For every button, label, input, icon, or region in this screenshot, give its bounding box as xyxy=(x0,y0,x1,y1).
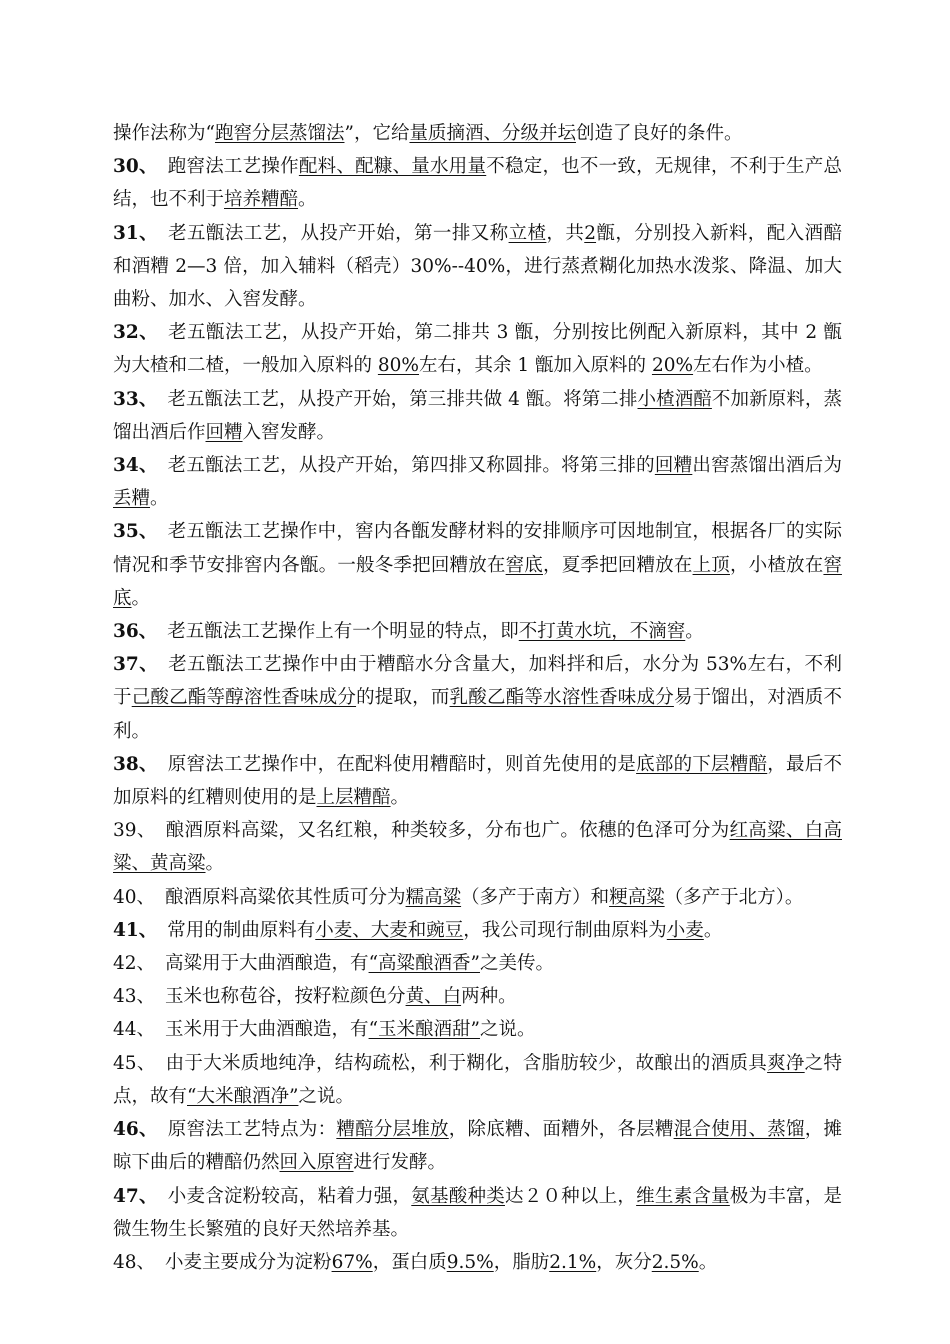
answer-blank: 混合使用、蒸馏 xyxy=(673,1119,805,1141)
question-text: 进行发酵。 xyxy=(353,1152,447,1174)
question-number: 42、 xyxy=(113,953,156,975)
question-text: 小麦主要成分为淀粉 xyxy=(165,1251,332,1273)
answer-blank: “大米酿酒净” xyxy=(187,1085,299,1107)
question-number: 35、 xyxy=(113,521,158,543)
question-text: 由于大米质地纯净，结构疏松，利于糊化，含脂肪较少，故酿出的酒质具 xyxy=(165,1052,768,1074)
question-text: 酿酒原料高粱依其性质可分为 xyxy=(165,886,406,908)
question-paragraph xyxy=(113,316,842,382)
question-text: 入窖发酵。 xyxy=(242,421,336,443)
question-paragraph xyxy=(113,1013,842,1046)
question-paragraph xyxy=(113,648,842,748)
question-text: 不稳定，也不一致，无规律，不利于生产总结，也不利于 xyxy=(113,156,842,211)
answer-blank: 配料、配糠、量水用量 xyxy=(298,156,487,178)
question-number: 33、 xyxy=(113,388,158,410)
question-text: ，蛋白质 xyxy=(372,1251,447,1273)
question-number: 48、 xyxy=(113,1251,156,1273)
answer-blank: 小麦、大麦和豌豆 xyxy=(315,919,464,941)
question-text: 老五甑法工艺，从投产开始，第二排共 3 甑，分别按比例配入新原料，其中 2 甑为大楂和二楂，一般加入原料的 xyxy=(113,322,842,377)
question-paragraph xyxy=(113,515,842,615)
answer-blank: 红高粱、白高粱、黄高粱 xyxy=(113,820,842,875)
question-text: 创造了良好的条件。 xyxy=(575,123,743,144)
question-text: （多产于北方）。 xyxy=(664,886,804,908)
question-number: 44、 xyxy=(113,1019,156,1041)
question-text: （多产于南方）和 xyxy=(461,886,610,908)
question-number: 32、 xyxy=(113,322,159,344)
question-text: 达２０种以上， xyxy=(504,1185,637,1207)
answer-blank: 不打黄水坑，不滴窖 xyxy=(518,621,686,643)
question-text: ，夏季把回糟放在 xyxy=(543,554,693,576)
question-text: 之说。 xyxy=(298,1085,354,1107)
question-number: 40、 xyxy=(113,886,156,908)
question-number: 30、 xyxy=(113,156,158,178)
answer-blank: 黄、白 xyxy=(405,986,462,1008)
question-paragraph xyxy=(113,1180,842,1246)
question-text: 。 xyxy=(685,621,704,643)
question-text: 老五甑法工艺，从投产开始，第四排又称圆排。将第三排的 xyxy=(167,455,655,477)
question-text: 的提取，而 xyxy=(356,687,450,709)
question-number: 47、 xyxy=(113,1185,158,1207)
answer-blank: 2 xyxy=(584,222,597,244)
question-text: 之美传。 xyxy=(479,953,554,975)
question-text: 跑窖法工艺操作 xyxy=(167,156,299,178)
question-paragraph xyxy=(113,150,842,216)
question-text: ，共 xyxy=(546,222,585,244)
answer-blank: 糟醅分层堆放 xyxy=(336,1119,449,1141)
answer-blank: 己酸乙酯等醇溶性香味成分 xyxy=(131,687,357,709)
question-paragraph xyxy=(113,881,842,914)
answer-blank: 小楂酒醅 xyxy=(637,388,712,410)
question-paragraph xyxy=(113,1113,842,1179)
question-number: 36、 xyxy=(113,621,158,643)
question-text: 玉米也称苞谷，按籽粒颜色分 xyxy=(165,986,406,1008)
question-number: 34、 xyxy=(113,455,158,477)
answer-blank: 回入原窖 xyxy=(279,1152,354,1174)
question-text: 之特点，故有 xyxy=(113,1052,842,1107)
question-text: 出窖蒸馏出酒后为 xyxy=(692,455,842,477)
question-text: 易于馏出，对酒质不利。 xyxy=(113,687,842,742)
question-text: 。 xyxy=(390,787,410,809)
answer-blank: 氨基酸种类 xyxy=(411,1185,505,1207)
answer-blank: 2.1% xyxy=(549,1251,597,1273)
question-number: 43、 xyxy=(113,986,156,1008)
question-text: 极为丰富，是微生物生长繁殖的良好天然培养基。 xyxy=(113,1185,842,1240)
question-text: 原窖法工艺操作中，在配料使用糟醅时，则首先使用的是 xyxy=(167,753,637,775)
question-number: 38、 xyxy=(113,753,158,775)
question-text: 甑，分别投入新料，配入酒醅和酒糟 2—3 倍，加入辅料（稻壳）30%--40%，进行蒸煮糊化加热水泼浆、降温、加大曲粉、加水、入窖发酵。 xyxy=(113,222,842,311)
question-paragraph xyxy=(113,748,842,814)
answer-blank: 底部的下层糟醅 xyxy=(636,753,768,775)
question-text: ，小楂放在 xyxy=(729,554,824,576)
question-text: 。 xyxy=(698,1251,718,1273)
question-number: 45、 xyxy=(113,1052,156,1074)
question-paragraph xyxy=(113,1047,842,1113)
question-number: 46、 xyxy=(113,1119,158,1141)
question-text: 。 xyxy=(703,919,723,941)
answer-blank: 粳高粱 xyxy=(609,886,665,908)
question-text: 老五甑法工艺操作上有一个明显的特点，即 xyxy=(167,621,519,643)
answer-blank: “玉米酿酒甜” xyxy=(368,1019,480,1041)
question-text: 玉米用于大曲酒酿造，有 xyxy=(165,1019,369,1041)
question-paragraph xyxy=(113,814,842,880)
answer-blank: 20% xyxy=(651,355,694,377)
question-paragraph xyxy=(113,117,842,150)
question-paragraph xyxy=(113,914,842,947)
question-text: ”，它给 xyxy=(344,123,410,144)
question-text: 老五甑法工艺操作中由于糟醅水分含量大，加料拌和后，水分为 53%左右，不利于 xyxy=(113,654,842,709)
answer-blank: 窖底 xyxy=(505,554,543,576)
answer-blank: 丢糟 xyxy=(113,488,151,510)
question-paragraph xyxy=(113,1246,842,1279)
question-text: ，脂肪 xyxy=(493,1251,550,1273)
question-paragraph xyxy=(113,383,842,449)
question-number: 31、 xyxy=(113,222,159,244)
answer-blank: 9.5% xyxy=(446,1251,494,1273)
question-text: 高粱用于大曲酒酿造，有 xyxy=(165,953,369,975)
answer-blank: 小麦 xyxy=(666,919,704,941)
answer-blank: 维生素含量 xyxy=(636,1185,730,1207)
question-text: ，最后不加原料的红糟则使用的是 xyxy=(113,753,842,809)
question-text: ，我公司现行制曲原料为 xyxy=(463,919,667,941)
answer-blank: 爽净 xyxy=(767,1052,805,1074)
answer-blank: 回糟 xyxy=(205,421,243,443)
question-paragraph xyxy=(113,449,842,515)
answer-blank: 跑窖分层蒸馏法 xyxy=(214,123,345,144)
question-text: 小麦含淀粉较高，粘着力强， xyxy=(167,1185,412,1207)
answer-blank: 回糟 xyxy=(654,455,693,477)
answer-blank: 培养糟醅 xyxy=(224,189,299,211)
question-text: 老五甑法工艺，从投产开始，第三排共做 4 甑。将第二排 xyxy=(167,388,638,410)
answer-blank: 67% xyxy=(331,1251,373,1273)
answer-blank: 立楂 xyxy=(508,222,547,244)
answer-blank: 上顶 xyxy=(692,554,730,576)
question-text: 。 xyxy=(205,853,225,875)
question-paragraph xyxy=(113,947,842,980)
question-text: 原窖法工艺特点为： xyxy=(167,1119,337,1141)
answer-blank: “高粱酿酒香” xyxy=(368,953,480,975)
question-number: 41、 xyxy=(113,919,158,941)
question-text: 之说。 xyxy=(479,1019,536,1041)
question-text: 不加新原料，蒸馏出酒后作 xyxy=(113,388,842,443)
question-paragraph xyxy=(113,217,842,317)
question-paragraph xyxy=(113,615,842,648)
question-text: ，灰分 xyxy=(596,1251,652,1273)
question-paragraph xyxy=(113,980,842,1013)
question-text: 。 xyxy=(298,189,317,211)
answer-blank: 80% xyxy=(377,355,420,377)
question-number: 39、 xyxy=(113,820,156,842)
question-text: 左右，其余 1 甑加入原料的 xyxy=(419,355,652,377)
question-text: 。 xyxy=(150,488,169,510)
question-text: ，摊晾下曲后的糟醅仍然 xyxy=(113,1119,842,1174)
question-text: ，除底糟、面糟外，各层糟 xyxy=(448,1119,674,1141)
question-text: 操作法称为“ xyxy=(113,123,215,144)
question-text: 两种。 xyxy=(461,986,517,1008)
answer-blank: 上层糟醅 xyxy=(316,787,391,809)
question-text: 老五甑法工艺，从投产开始，第一排又称 xyxy=(168,222,509,244)
question-text: 酿酒原料高粱，又名红粮，种类较多，分布也广。依穗的色泽可分为 xyxy=(165,820,730,842)
answer-blank: 2.5% xyxy=(651,1251,699,1273)
answer-blank: 窖底 xyxy=(113,554,842,609)
question-text: 常用的制曲原料有 xyxy=(167,919,316,941)
answer-blank: 糯高粱 xyxy=(405,886,462,908)
question-number: 37、 xyxy=(113,654,159,676)
answer-blank: 乳酸乙酯等水溶性香味成分 xyxy=(449,687,674,709)
question-text: 老五甑法工艺操作中，窖内各甑发酵材料的安排顺序可因地制宜，根据各厂的实际情况和季节安排窖内各甑。一般冬季把回糟放在 xyxy=(113,521,842,576)
answer-blank: 量质摘酒、分级并坛 xyxy=(409,123,576,144)
question-text: 。 xyxy=(131,587,151,609)
question-text: 左右作为小楂。 xyxy=(693,355,823,377)
